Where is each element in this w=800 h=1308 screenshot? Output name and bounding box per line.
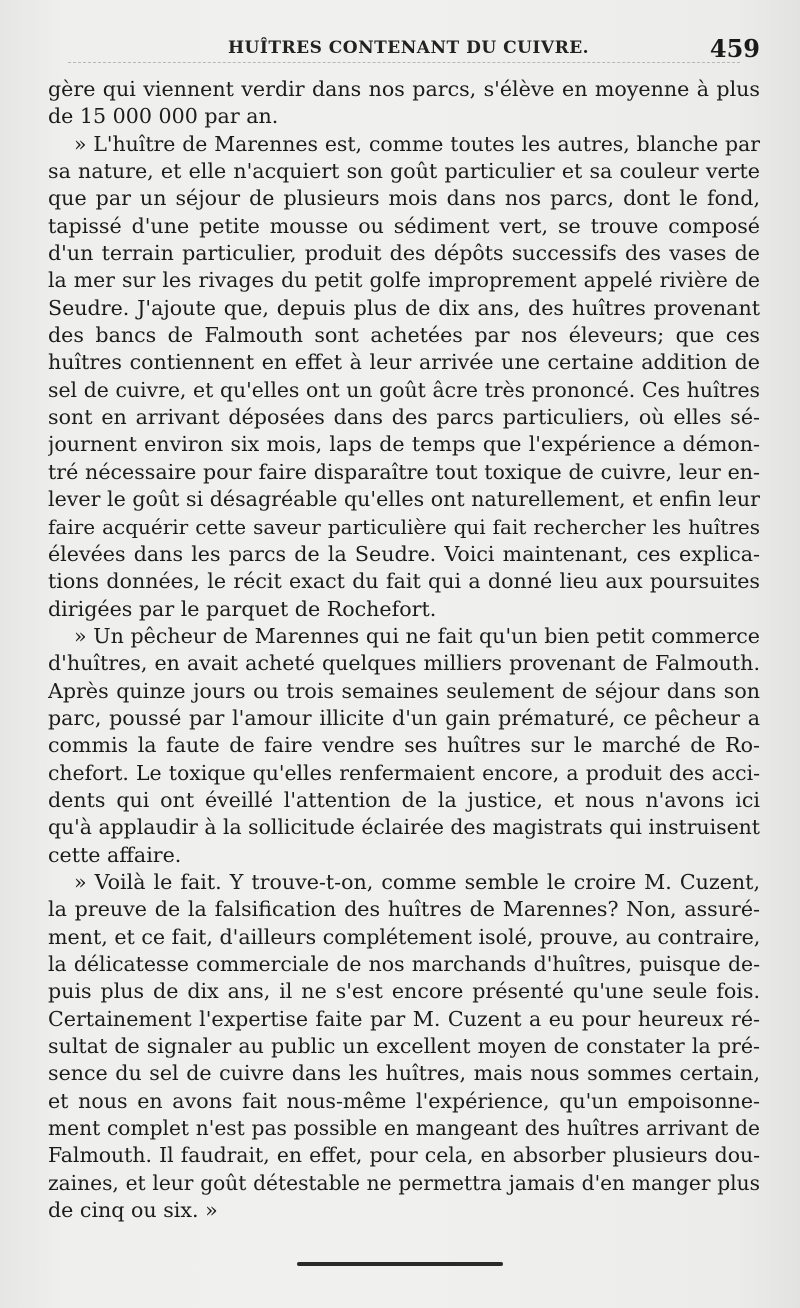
text-line: tions données, le récit exact du fait qui a donné lieu aux poursuites [48,569,760,594]
text-line: journent environ six mois, laps de temps que l'expérience a démon- [48,432,760,457]
text-line: d'un terrain particulier, produit des dépôts successifs des vases de [48,241,760,266]
text-line: Falmouth. Il faudrait, en effet, pour cela, en absorber plusieurs dou- [48,1143,760,1168]
text-line: de 15 000 000 par an. [48,104,279,129]
text-line: dents qui ont éveillé l'attention de la justice, et nous n'avons ici [48,787,760,812]
text-line: la preuve de la falsification des huîtres de Marennes? Non, assuré- [48,897,760,922]
text-line: » Voilà le fait. Y trouve-t-on, comme semble le croire M. Cuzent, [74,869,760,894]
text-line: Certainement l'expertise faite par M. Cuzent a eu pour heureux ré- [48,1006,760,1031]
text-line: la délicatesse commerciale de nos marchands d'huîtres, puisque de- [48,952,760,976]
text-line: dirigées par le parquet de Rochefort. [48,596,437,621]
text-line: gère qui viennent verdir dans nos parcs, s'élève en moyenne à plus [48,77,760,101]
text-line: sont en arrivant déposées dans des parcs particuliers, où elles sé- [48,405,760,430]
text-line: sa nature, et elle n'acquiert son goût particulier et sa couleur verte [48,159,760,184]
text-line: puis plus de dix ans, il ne s'est encore présenté qu'une seule fois. [48,979,760,1004]
text-line: et nous en avons fait nous-même l'expérience, qu'un empoisonne- [48,1088,760,1113]
text-line: faire acquérir cette saveur particulière qui fait rechercher les huîtres [48,514,760,539]
text-line: lever le goût si désagréable qu'elles ont naturellement, et enfin leur [48,487,760,512]
text-line: parc, poussé par l'amour illicite d'un gain prématuré, ce pêcheur a [48,705,760,730]
running-title: HUÎTRES CONTENANT DU CUIVRE. [228,38,590,58]
text-line: zaines, et leur goût détestable ne permettra jamais d'en manger plus [48,1170,760,1195]
body-text [48,76,760,1224]
text-line: chefort. Le toxique qu'elles renfermaient encore, a produit des acci- [48,760,760,785]
text-line: sel de cuivre, et qu'elles ont un goût âcre très prononcé. Ces huîtres [48,377,760,402]
text-line: élevées dans les parcs de la Seudre. Voici maintenant, ces explica- [48,541,760,566]
text-line: tré nécessaire pour faire disparaître tout toxique de cuivre, leur en- [48,459,760,484]
text-line: sultat de signaler au public un excellent moyen de constater la pré- [48,1034,760,1059]
text-line: » Un pêcheur de Marennes qui ne fait qu'un bien petit commerce [74,623,760,648]
page-number: 459 [709,34,760,63]
text-line: tapissé d'une petite mousse ou sédiment vert, se trouve composé [48,213,760,238]
text-line: qu'à applaudir à la sollicitude éclairée des magistrats qui instruisent [48,815,760,840]
text-line: de cinq ou six. » [48,1198,218,1223]
text-line: commis la faute de faire vendre ses huîtres sur le marché de Ro- [48,733,760,758]
text-line: ment, et ce fait, d'ailleurs complétement isolé, prouve, au contraire, [48,924,760,949]
footer-rule [297,1262,503,1266]
text-line: des bancs de Falmouth sont achetées par nos éleveurs; que ces [48,323,760,348]
text-line: que par un séjour de plusieurs mois dans nos parcs, dont le fond, [48,186,760,211]
text-line: la mer sur les rivages du petit golfe improprement appelé rivière de [48,268,760,293]
text-line: Après quinze jours ou trois semaines seulement de séjour dans son [48,678,760,703]
text-line: huîtres contiennent en effet à leur arrivée une certaine addition de [48,350,760,375]
text-line: » L'huître de Marennes est, comme toutes les autres, blanche par [74,131,760,156]
text-line: sence du sel de cuivre dans les huîtres, mais nous sommes certain, [48,1061,760,1086]
text-line: cette affaire. [48,842,182,867]
header-rule [68,62,740,63]
text-line: d'huîtres, en avait acheté quelques milliers provenant de Falmouth. [48,651,760,676]
text-line: Seudre. J'ajoute que, depuis plus de dix ans, des huîtres provenant [48,295,760,320]
text-line: ment complet n'est pas possible en mangeant des huîtres arrivant de [48,1116,760,1141]
page-header [48,34,760,64]
